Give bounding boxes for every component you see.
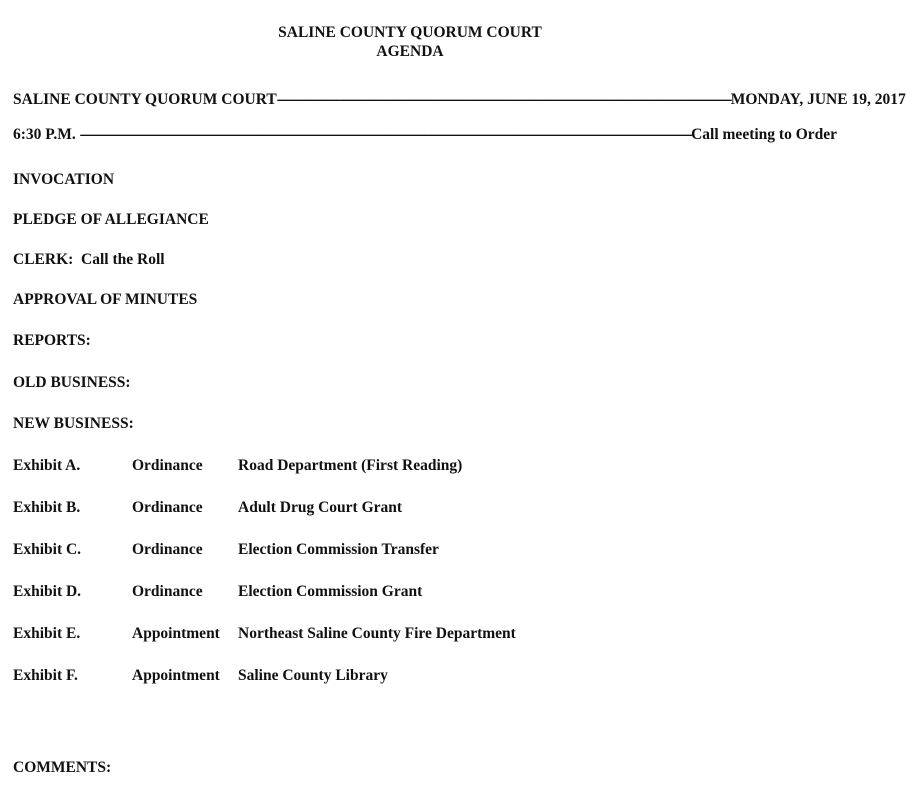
meeting-body: SALINE COUNTY QUORUM COURT: [13, 91, 277, 108]
agenda-item: PLEDGE OF ALLEGIANCE: [13, 211, 209, 228]
leader-dashes: ----------------------------------------------------------------------------------------------------------------------------: [276, 91, 731, 108]
exhibit-id: Exhibit D.: [13, 583, 82, 600]
agenda-item: REPORTS:: [13, 332, 91, 349]
agenda-item: CLERK: Call the Roll: [13, 251, 165, 268]
exhibit-id: Exhibit B.: [13, 499, 81, 516]
leader-dashes: -----------------------------------------------------------------------------------------------------------------------------------------------------------------------: [79, 126, 692, 143]
exhibit-description: Election Commission Grant: [238, 583, 423, 600]
agenda-item: APPROVAL OF MINUTES: [13, 291, 198, 308]
meeting-date: MONDAY, JUNE 19, 2017: [730, 91, 906, 108]
agenda-item: NEW BUSINESS:: [13, 415, 134, 432]
exhibit-type: Appointment: [132, 667, 220, 684]
exhibit-id: Exhibit E.: [13, 625, 81, 642]
exhibit-description: Election Commission Transfer: [238, 541, 439, 558]
exhibit-type: Ordinance: [132, 457, 203, 474]
exhibit-description: Saline County Library: [238, 667, 388, 684]
meeting-time-item: Call meeting to Order: [691, 126, 838, 143]
exhibit-id: Exhibit C.: [13, 541, 82, 558]
exhibit-id: Exhibit F.: [13, 667, 78, 684]
exhibit-description: Road Department (First Reading): [238, 457, 463, 474]
exhibit-type: Appointment: [132, 625, 220, 642]
exhibit-type: Ordinance: [132, 499, 203, 516]
meeting-time-row: [13, 126, 838, 144]
exhibit-type: Ordinance: [132, 541, 203, 558]
exhibit-id: Exhibit A.: [13, 457, 81, 474]
document-subtitle: AGENDA: [376, 43, 444, 60]
document-title: SALINE COUNTY QUORUM COURT: [278, 24, 542, 41]
exhibit-description: Adult Drug Court Grant: [238, 499, 403, 516]
exhibit-description: Northeast Saline County Fire Department: [238, 625, 516, 642]
agenda-item: INVOCATION: [13, 171, 115, 188]
exhibit-type: Ordinance: [132, 583, 203, 600]
meeting-time: 6:30 P.M.: [13, 126, 76, 143]
agenda-item: OLD BUSINESS:: [13, 374, 131, 391]
comments-heading: COMMENTS:: [13, 759, 112, 776]
meeting-date-row: [13, 91, 906, 109]
